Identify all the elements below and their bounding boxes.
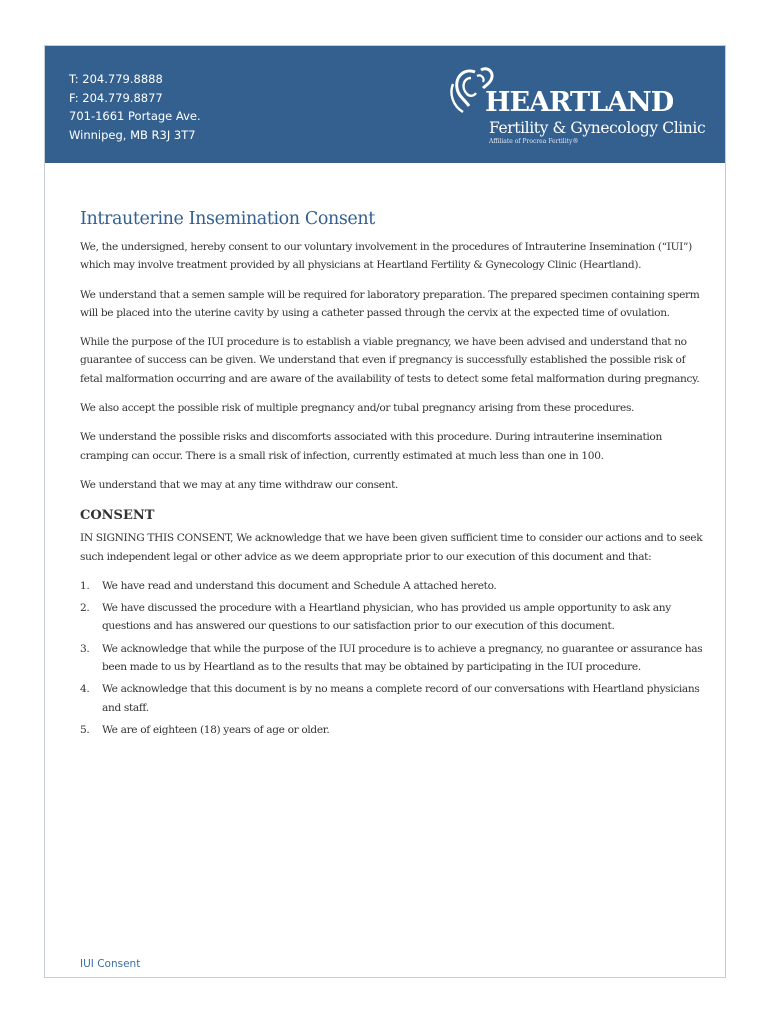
- consent-intro: IN SIGNING THIS CONSENT, We acknowledge that we have been given sufficient time to consider our actions and to seek such independent legal or other advice as we deem appropriate prior to our execution of this document and that:: [80, 532, 703, 563]
- paragraph: We, the undersigned, hereby consent to our voluntary involvement in the procedures of Intrauterine Insemination (“IUI”) which may involve treatment provided by all physicians at Heartland Fertility & Gynecology Clinic (Heartland).: [80, 241, 692, 272]
- consent-heading: CONSENT: [80, 508, 155, 524]
- document-title: Intrauterine Insemination Consent: [80, 209, 375, 229]
- list-number: 3.: [80, 642, 90, 655]
- list-item: [80, 640, 705, 677]
- logo-affiliate: Affiliate of Procrea Fertility®: [489, 138, 579, 145]
- paragraph: While the purpose of the IUI procedure is to establish a viable pregnancy, we have been advised and understand that no guarantee of success can be given. We understand that even if pregnancy is successfully established the possible risk of fetal malformation occurring and are aware of the availability of tests to detect some fetal malformation during pregnancy.: [80, 336, 700, 385]
- list-number: 1.: [80, 579, 90, 592]
- list-item: [80, 599, 705, 636]
- paragraph: We understand that we may at any time withdraw our consent.: [80, 478, 399, 491]
- list-item: [80, 680, 705, 717]
- consent-list: [80, 577, 705, 739]
- list-text: We acknowledge that this document is by no means a complete record of our conversations with Heartland physicians and staff.: [102, 683, 700, 714]
- list-number: 4.: [80, 683, 90, 696]
- contact-phone: T: 204.779.8888: [69, 72, 163, 86]
- list-number: 5.: [80, 723, 90, 736]
- list-item: [80, 721, 705, 739]
- paragraph: We understand that a semen sample will be required for laboratory preparation. The prepared specimen containing sperm will be placed into the uterine cavity by using a catheter passed through the cervix at the expected time of ovulation.: [80, 288, 700, 319]
- contact-city: Winnipeg, MB R3J 3T7: [69, 127, 196, 142]
- document-body: [80, 208, 705, 743]
- paragraph: We also accept the possible risk of multiple pregnancy and/or tubal pregnancy arising from these procedures.: [80, 402, 635, 415]
- list-text: We are of eighteen (18) years of age or older.: [102, 723, 330, 736]
- logo-wordmark: HEARTLAND: [485, 87, 674, 118]
- list-number: 2.: [80, 602, 90, 615]
- logo-subtitle: Fertility & Gynecology Clinic: [489, 119, 706, 137]
- contact-fax: F: 204.779.8877: [69, 90, 163, 105]
- list-text: We have discussed the procedure with a Heartland physician, who has provided us ample opportunity to ask any questions and has answered our questions to our satisfaction prior to our execution of this document.: [102, 602, 671, 633]
- contact-street: 701-1661 Portage Ave.: [69, 109, 201, 123]
- document-page: [44, 45, 726, 978]
- list-item: [80, 577, 705, 595]
- page-footer: IUI Consent: [80, 958, 141, 970]
- contact-info: [69, 70, 201, 144]
- clinic-logo: [447, 66, 707, 156]
- list-text: We acknowledge that while the purpose of the IUI procedure is to achieve a pregnancy, no guarantee or assurance has been made to us by Heartland as to the results that may be obtained by participating in the IUI procedure.: [102, 642, 703, 674]
- header-band: [45, 46, 725, 163]
- paragraph: We understand the possible risks and discomforts associated with this procedure. During intrauterine insemination cramping can occur. There is a small risk of infection, currently estimated at much less than one in 100.: [80, 431, 662, 462]
- list-text: We have read and understand this document and Schedule A attached hereto.: [102, 579, 497, 592]
